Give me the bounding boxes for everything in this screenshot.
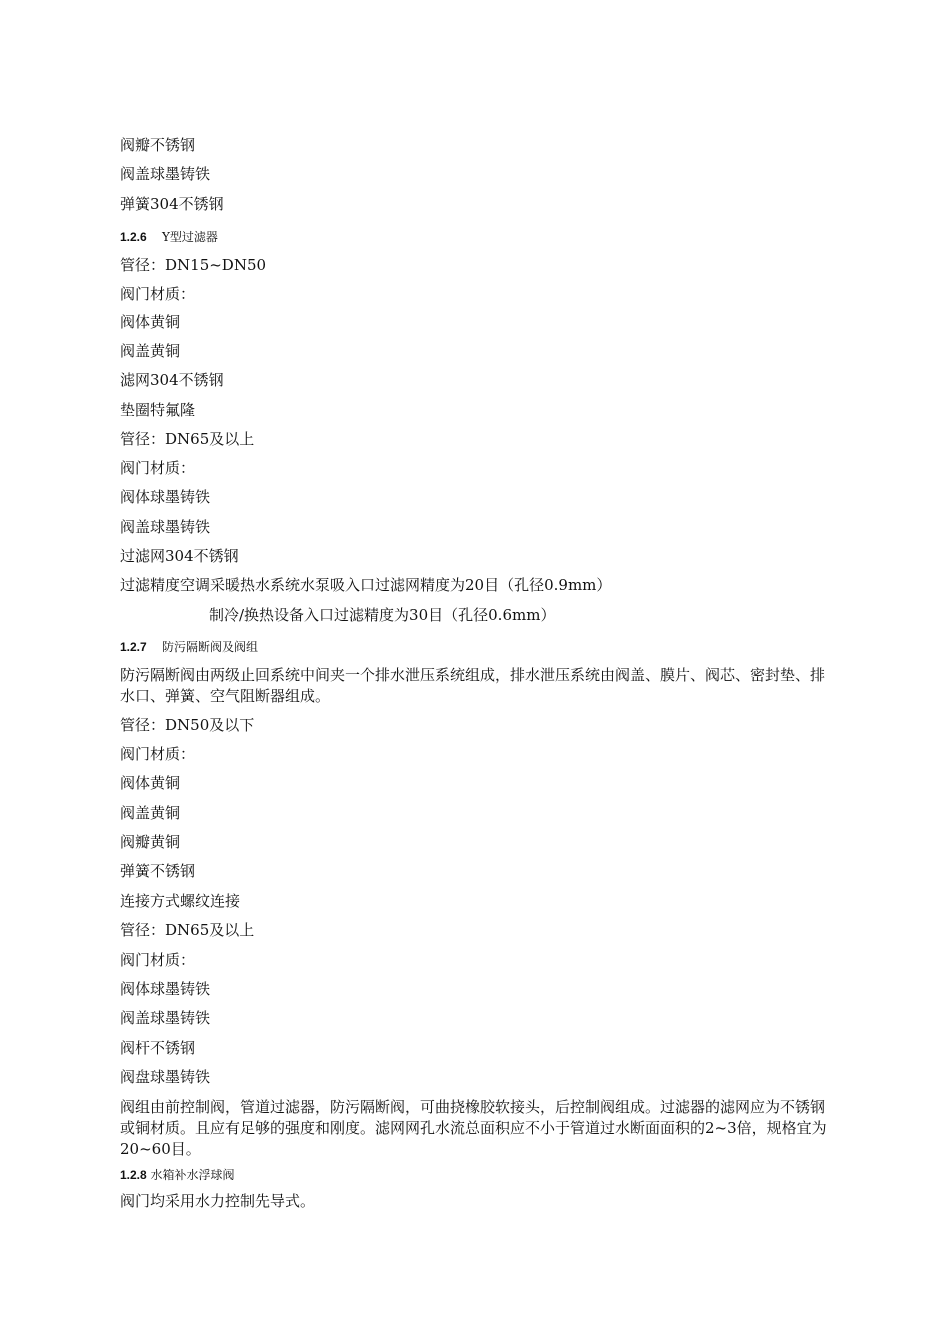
text-line: 管径：DN65及以上 — [120, 430, 255, 448]
text-line: 阀盘球墨铸铁 — [120, 1068, 211, 1086]
paragraph: 防污隔断阀由两级止回系统中间夹一个排水泄压系统组成，排水泄压系统由阀盖、膜片、阀芯、密封垫、排水口、弹簧、空气阻断器组成。 — [120, 666, 826, 705]
text-line: 阀门材质： — [120, 459, 196, 477]
text-line: 阀体球墨铸铁 — [120, 980, 211, 998]
text-line: 管径：DN15~DN50 — [120, 256, 267, 274]
text-line: 过滤网304不锈钢 — [120, 547, 239, 565]
text-line: 垫圈特氟隆 — [120, 401, 196, 419]
paragraph: 阀组由前控制阀，管道过滤器，防污隔断阀，可曲挠橡胶软接头，后控制阀组成。过滤器的滤网应为不锈钢或铜材质。且应有足够的强度和刚度。滤网网孔水流总面积应不小于管道过水断面面积的2~3倍，规格宜为20~60目。 — [120, 1098, 827, 1158]
text-line: 阀瓣黄铜 — [120, 833, 181, 851]
text-line: 阀盖黄铜 — [120, 804, 181, 822]
text-line: 阀盖球墨铸铁 — [120, 165, 211, 183]
section-title: 防污隔断阀及阀组 — [161, 640, 258, 654]
section-title: Y型过滤器 — [161, 230, 218, 244]
text-line: 阀门材质： — [120, 285, 196, 303]
text-line: 阀体黄铜 — [120, 313, 181, 331]
text-line: 弹簧不锈钢 — [120, 862, 196, 880]
text-line: 阀体黄铜 — [120, 774, 181, 792]
section-title: 水箱补水浮球阀 — [150, 1168, 235, 1182]
text-line: 阀盖球墨铸铁 — [120, 1009, 211, 1027]
text-line: 阀门材质： — [120, 951, 196, 969]
text-line: 阀门均采用水力控制先导式。 — [120, 1192, 316, 1210]
text-line: 阀杆不锈钢 — [120, 1039, 196, 1057]
section-heading-1-2-8 — [120, 1166, 235, 1184]
section-heading-1-2-7 — [120, 638, 258, 656]
text-line: 弹簧304不锈钢 — [120, 195, 224, 213]
text-line: 管径：DN50及以下 — [120, 716, 255, 734]
text-line: 阀盖球墨铸铁 — [120, 518, 211, 536]
text-line: 阀瓣不锈钢 — [120, 136, 196, 154]
text-line: 连接方式螺纹连接 — [120, 892, 241, 910]
section-number: 1.2.6 — [120, 230, 147, 244]
text-line: 阀盖黄铜 — [120, 342, 181, 360]
text-line: 制冷/换热设备入口过滤精度为30目（孔径0.6mm） — [209, 606, 556, 624]
text-line: 滤网304不锈钢 — [120, 371, 224, 389]
text-line: 阀体球墨铸铁 — [120, 488, 211, 506]
text-line: 管径：DN65及以上 — [120, 921, 255, 939]
text-line: 阀门材质： — [120, 745, 196, 763]
section-heading-1-2-6 — [120, 228, 218, 246]
section-number: 1.2.7 — [120, 640, 147, 654]
section-number: 1.2.8 — [120, 1168, 147, 1182]
text-line: 过滤精度空调采暖热水系统水泵吸入口过滤网精度为20目（孔径0.9mm） — [120, 576, 612, 594]
